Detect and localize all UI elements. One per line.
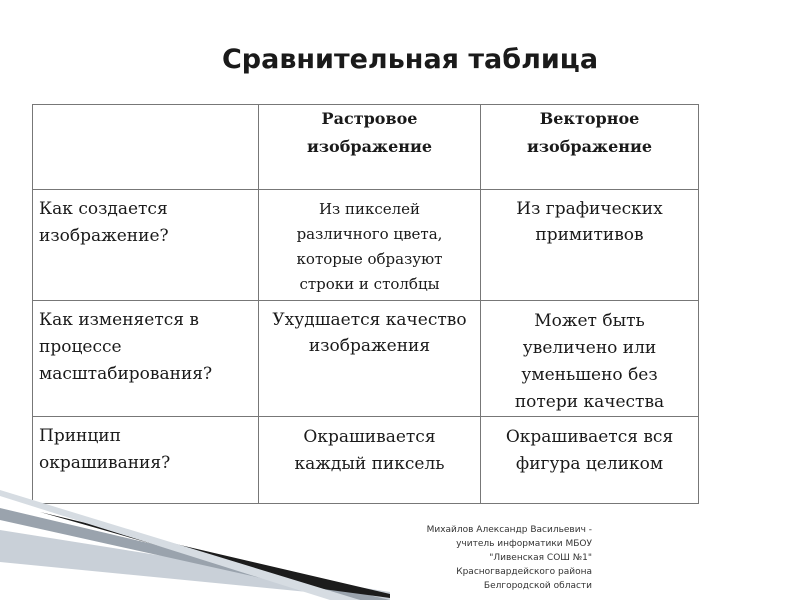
- header-empty-cell: [33, 105, 259, 190]
- author-line: "Ливенская СОШ №1": [489, 553, 592, 563]
- author-line: Красногвардейского района: [456, 567, 592, 577]
- header-raster: Растровое изображение: [259, 105, 481, 190]
- table-row: [33, 301, 699, 417]
- decorative-swoosh: [0, 490, 390, 600]
- cell-raster-scaling: Ухудшается качество изображения: [259, 301, 481, 417]
- table-row: [33, 190, 699, 301]
- cell-raster-coloring: Окрашивается каждый пиксель: [259, 417, 481, 504]
- table-header-row: [33, 105, 699, 190]
- author-line: Михайлов Александр Васильевич -: [426, 525, 592, 535]
- comparison-table: [32, 104, 699, 504]
- row-label-coloring: Принцип окрашивания?: [33, 417, 259, 504]
- header-vector: Векторное изображение: [481, 105, 699, 190]
- cell-vector-creation: Из графических примитивов: [481, 190, 699, 301]
- cell-raster-creation: Из пикселей различного цвета, которые образуют строки и столбцы: [259, 190, 481, 301]
- row-label-creation: Как создается изображение?: [33, 190, 259, 301]
- author-line: Белгородской области: [483, 581, 592, 591]
- cell-vector-coloring: Окрашивается вся фигура целиком: [481, 417, 699, 504]
- cell-vector-scaling: Может быть увеличено или уменьшено без потери качества: [481, 301, 699, 417]
- author-line: учитель информатики МБОУ: [456, 539, 592, 549]
- author-credits: [380, 523, 592, 593]
- page-title: Сравнительная таблица: [221, 44, 599, 75]
- row-label-scaling: Как изменяется в процессе масштабирования?: [33, 301, 259, 417]
